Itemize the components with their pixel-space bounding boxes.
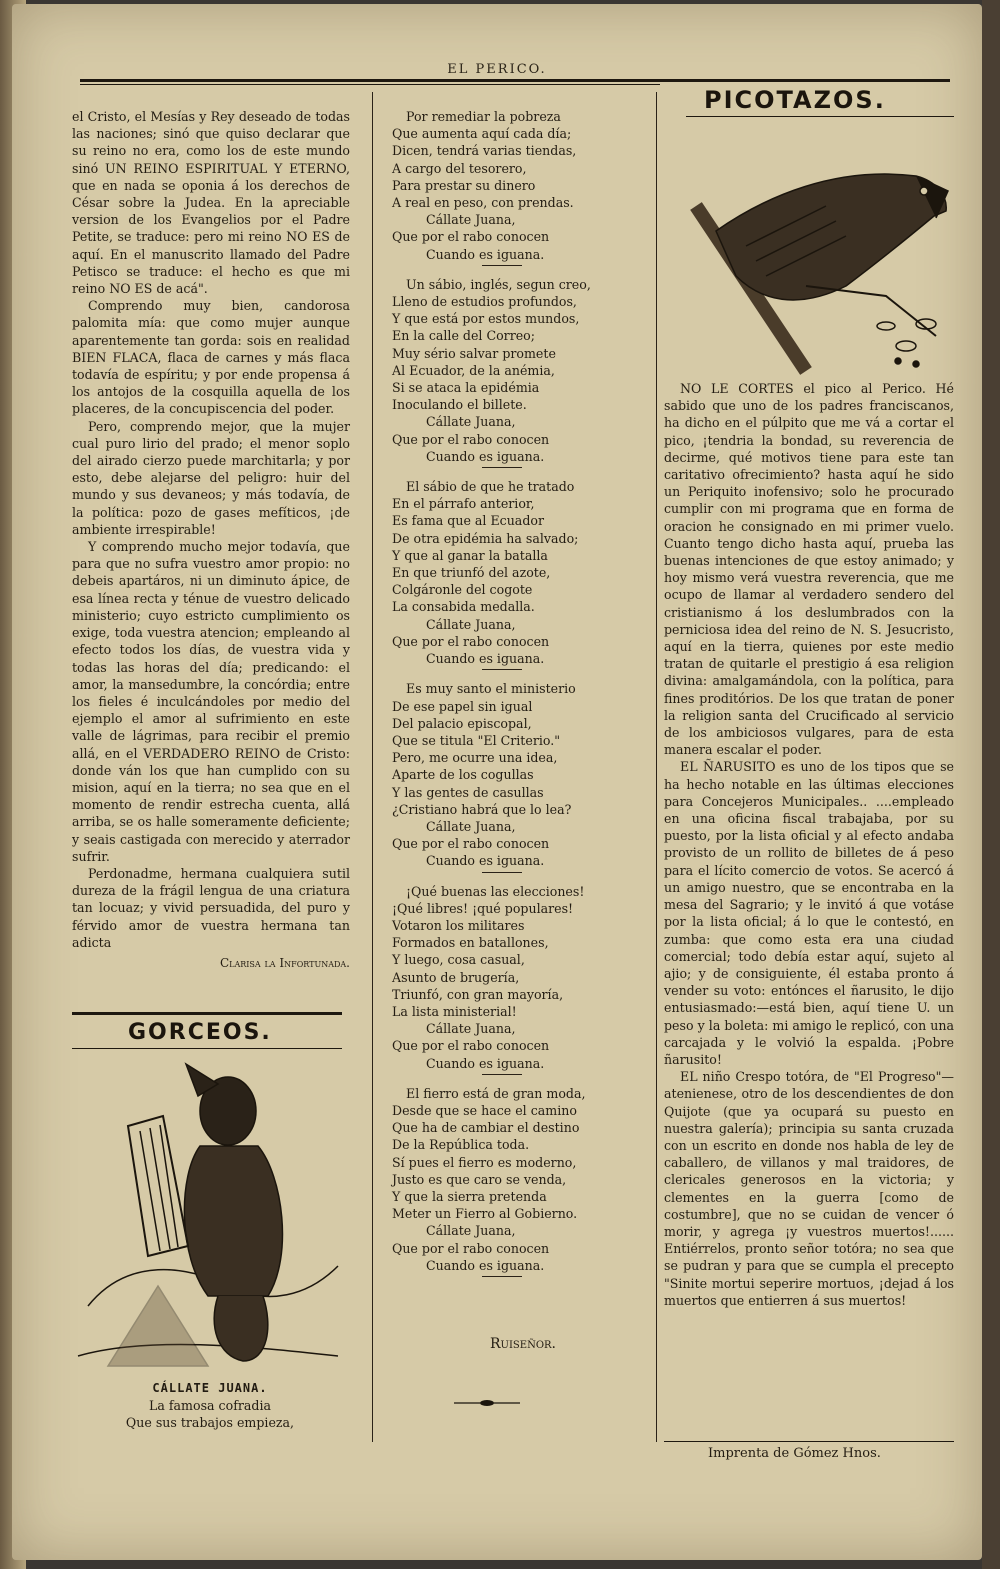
poem-line: Triunfó, con gran mayoría, bbox=[392, 986, 564, 1002]
stanza-separator bbox=[482, 1074, 522, 1075]
poem-refrain-line: Que por el rabo conocen bbox=[392, 1240, 550, 1256]
poem-refrain-line: Que por el rabo conocen bbox=[392, 633, 550, 649]
poem-refrain-line: Cállate Juana, bbox=[426, 616, 516, 632]
poem-refrain-line: Cállate Juana, bbox=[426, 212, 516, 228]
poem-line: Dicen, tendrá varias tiendas, bbox=[392, 143, 577, 159]
poem-line: Es muy santo el ministerio bbox=[406, 681, 576, 697]
poem-line: De otra epidémia ha salvado; bbox=[392, 530, 579, 546]
poem-line: Que aumenta aquí cada día; bbox=[392, 126, 572, 142]
picotazos-paragraph: EL ÑARUSITO es uno de los tipos que se ha hecho notable en las últimas elecciones para Concejeros Municipales.. ....empleado en una oficina fiscal trabajaba, por su puesto, por la lista oficial y al efecto andaba provisto de un rollito de billetes de á peso para el lícito comercio de votos. Se acercó á un amigo nuestro, que se encontraba en la mesa del Sagrario; y le invitó á que votáse por la lista oficial; á lo que le contestó, en zumba: que como esta era una ciudad comercial; todo debía estar aquí, sujeto al ajio; y de consiguiente, él estaba pronto á vender su voto: entónces el ñarusito, le dijo entusiasmado:—está bien, aquí tiene U. un peso y la boleta: mi amigo le replicó, con una carcajada y le volvió la espalda. ¡Pobre ñarusito! bbox=[664, 759, 954, 1067]
poem-line: En la calle del Correo; bbox=[392, 328, 536, 344]
poem-refrain-line: Cállate Juana, bbox=[426, 818, 516, 834]
poem-line: Al Ecuador, de la anémia, bbox=[392, 362, 555, 378]
poem-line: El sábio de que he tratado bbox=[406, 479, 575, 495]
poem-line: Y que al ganar la batalla bbox=[392, 547, 548, 563]
caption-line: La famosa cofradia bbox=[149, 1398, 271, 1413]
poem-line: Votaron los militares bbox=[392, 917, 525, 933]
poem-stanza bbox=[392, 276, 654, 468]
stanza-separator bbox=[482, 265, 522, 266]
poem-line: Que se titula "El Criterio." bbox=[392, 732, 561, 748]
letter-paragraph: Comprendo muy bien, candorosa palomita mía: que como mujer aunque aparentemente tan gorda: sois en realidad BIEN FLACA, flaca de carnes y más flaca todavía de espíritu; y por ende propensa á los antojos de la cosquilla aquella de los placeres, de la concupiscencia del poder. bbox=[72, 298, 350, 417]
poem-line: Formados en batallones, bbox=[392, 935, 549, 951]
column-divider bbox=[372, 92, 373, 1442]
poem-line: De la República toda. bbox=[392, 1137, 530, 1153]
letter-paragraph: Y comprendo mucho mejor todavía, que para que no sufra vuestro amor propio: no debeis apartáros, ni un diminuto ápice, de esa línea recta y ténue de vuestro delicado ministerio; cuyo estricto cumplimiento os exige, toda vuestra atencion; empleando al efecto todos los días, de vuestra vida y todas las horas del día; predicando: el amor, la mansedumbre, la concórdia; entre los fieles é inculcándoles por medio del ejemplo el amor al sufrimiento en este valle de lágrimas, para recibir el premio allá, en el VERDADERO REINO de Cristo: donde ván los que han cumplido con su mision, aquí en la tierra; no sea que en el momento de rendir estrecha cuenta, allá arriba, se os halle someramente deficiente; y seais castigada con merecido y aterrador sufrir. bbox=[72, 539, 350, 864]
poem-refrain-line: Cuando es iguana. bbox=[426, 246, 545, 262]
poem-line: Y las gentes de casullas bbox=[392, 784, 544, 800]
gorceos-rule bbox=[72, 1012, 342, 1015]
poem-line: De ese papel sin igual bbox=[392, 698, 533, 714]
letter-paragraph: Pero, comprendo mejor, que la mujer cual puro lirio del prado; el menor soplo del airado cierzo puede marchitarla; y por esto, debe alejarse del peligro: huir del mundo y sus devaneos; y más todavía, de la política: pozo de gases mefíticos, ¡de ambiente irrespirable! bbox=[72, 418, 350, 537]
letter-paragraph: Perdonadme, hermana cualquiera sutil dureza de la frágil lengua de una criatura tan locuaz; y vivid persuadida, del puro y férvido amor de vuestra hermana tan adicta bbox=[72, 865, 350, 950]
ornament bbox=[452, 1396, 522, 1410]
poem-line: La lista ministerial! bbox=[392, 1003, 517, 1019]
poem-refrain-line: Cuando es iguana. bbox=[426, 1055, 545, 1071]
poem-line: Es fama que al Ecuador bbox=[392, 513, 544, 529]
poem-line: Colgáronle del cogote bbox=[392, 582, 533, 598]
column-picotazos bbox=[664, 380, 954, 1309]
poem-line: Sí pues el fierro es moderno, bbox=[392, 1154, 577, 1170]
poem-line: A cargo del tesorero, bbox=[392, 160, 527, 176]
poem-refrain-line: Cuando es iguana. bbox=[426, 1257, 545, 1273]
poem-line: Y que la sierra pretenda bbox=[392, 1188, 547, 1204]
poem-refrain-line: Que por el rabo conocen bbox=[392, 1038, 550, 1054]
poem-refrain-line: Cuando es iguana. bbox=[426, 448, 545, 464]
poem-line: Un sábio, inglés, segun creo, bbox=[406, 276, 591, 292]
poem-stanza bbox=[392, 680, 654, 872]
masthead: EL PERICO. bbox=[447, 62, 547, 77]
poem-refrain-line: Cállate Juana, bbox=[426, 414, 516, 430]
gorceos-caption bbox=[80, 1380, 340, 1431]
poem-line: Para prestar su dinero bbox=[392, 177, 536, 193]
poem-line: Justo es que caro se venda, bbox=[392, 1171, 567, 1187]
letter-paragraph: el Cristo, el Mesías y Rey deseado de todas las naciones; sinó que quiso declarar que su reino no era, como los de este mundo sinó UN REINO ESPIRITUAL Y ETERNO, que en nada se oponia á los derechos de César sobre la Judea. En la apreciable version de los Evangelios por el Padre Petite, se traduce: pero mi reino NO ES de aquí. En el manuscrito llamado del Padre Petisco se traduce: el hecho es que mi reino NO ES de acá". bbox=[72, 109, 350, 297]
poem-line: Si se ataca la epidémia bbox=[392, 380, 540, 396]
poem-line: El fierro está de gran moda, bbox=[406, 1085, 586, 1101]
poem-refrain-line: Que por el rabo conocen bbox=[392, 836, 550, 852]
poem-refrain-line: Que por el rabo conocen bbox=[392, 431, 550, 447]
poem-stanza bbox=[392, 1085, 654, 1277]
poem-line: A real en peso, con prendas. bbox=[392, 195, 574, 211]
picotazos-rule bbox=[686, 116, 954, 117]
poem-line: Muy sério salvar promete bbox=[392, 345, 556, 361]
poem-line: Meter un Fierro al Gobierno. bbox=[392, 1206, 578, 1222]
poem-line: Asunto de brugería, bbox=[392, 969, 520, 985]
poem-line: ¿Cristiano habrá que lo lea? bbox=[392, 801, 572, 817]
picotazos-paragraph: EL niño Crespo totóra, de "El Progreso"—atenienese, otro de los descendientes de don Quijote (que ya ocupará su puesto en nuestra galería); principia su santa cruzada con un escrito en donde nos habla de ley de caballero, de villanos y mal traidores, de clericales generosos en la victoria; y clementes en la guerra [como de costumbre], que no se cuidan de vencer ó morir, y agrega ¡y vuestros muertos!...... Entiérrelos, pronto señor totóra; no sea que se pudran y para que se cumpla el precepto "Sinite mortui seperire mortuos, ¡dejad á los muertos que entierren á sus muertos! bbox=[664, 1069, 954, 1308]
picotazos-title: PICOTAZOS. bbox=[704, 86, 886, 114]
header-rule bbox=[80, 79, 950, 82]
stanza-separator bbox=[482, 669, 522, 670]
column-letter bbox=[72, 108, 350, 972]
poem-refrain-line: Cállate Juana, bbox=[426, 1223, 516, 1239]
poem-line: ¡Qué libres! ¡qué populares! bbox=[392, 900, 574, 916]
imprint: Imprenta de Gómez Hnos. bbox=[708, 1446, 881, 1461]
letter-signature: Clarisa la Infortunada. bbox=[219, 955, 350, 970]
stanza-separator bbox=[482, 467, 522, 468]
poem-stanza bbox=[392, 478, 654, 670]
poem-line: Que ha de cambiar el destino bbox=[392, 1120, 580, 1136]
parrot-illustration bbox=[686, 136, 956, 376]
caption-title: CÁLLATE JUANA. bbox=[152, 1381, 268, 1395]
poem-line: Lleno de estudios profundos, bbox=[392, 294, 577, 310]
imprint-rule bbox=[664, 1441, 954, 1442]
gorceos-rule-thin bbox=[72, 1048, 342, 1049]
poem-stanza bbox=[392, 108, 654, 266]
stanza-separator bbox=[482, 872, 522, 873]
poem-line: Pero, me ocurre una idea, bbox=[392, 750, 558, 766]
gorceos-title: GORCEOS. bbox=[128, 1020, 272, 1045]
poem-line: Por remediar la pobreza bbox=[406, 109, 561, 124]
poem-line: Y luego, cosa casual, bbox=[392, 952, 525, 968]
page-edge bbox=[982, 0, 1000, 1569]
picotazos-paragraph: NO LE CORTES el pico al Perico. Hé sabido que uno de los padres franciscanos, ha dicho en el púlpito que me vá a cortar el pico, ¡tendria la bondad, su reverencia de decirme, qué motivos tiene para este tan caritativo ofrecimiento? hasta aquí he sido un Periquito inofensivo; solo he procurado cumplir con mi programa que en forma de oracion he consignado en mi primer vuelo. Cuanto tengo dicho hasta aquí, prueba las buenas intenciones de que estoy animado; y hoy mismo verá vuestra reverencia, que me ocupo de llamar al verdadero sendero del cristianismo á los deslumbrados con la perniciosa idea del reino de N. S. Jesucristo, aquí en la tierra, quienes por este medio tratan de quitarle el prestigio á esa religion divina: amalgamándola, con la política, para fines proditórios. De los que tratan de poner la religion santa del Crucificado al servicio de los ambiciosos vulgares, para de esta manera escalar el poder. bbox=[664, 381, 954, 758]
bird-with-lyre-illustration bbox=[68, 1056, 344, 1376]
column-poem bbox=[392, 108, 654, 1287]
poem-line: Inoculando el billete. bbox=[392, 397, 527, 413]
poem-line: ¡Qué buenas las elecciones! bbox=[406, 883, 585, 899]
poem-signature: Ruiseñor. bbox=[490, 1336, 556, 1352]
poem-line: En el párrafo anterior, bbox=[392, 496, 535, 512]
poem-line: Desde que se hace el camino bbox=[392, 1102, 577, 1118]
column-divider bbox=[656, 92, 657, 1442]
poem-line: La consabida medalla. bbox=[392, 599, 535, 615]
poem-refrain-line: Cállate Juana, bbox=[426, 1021, 516, 1037]
poem-line: En que triunfó del azote, bbox=[392, 565, 551, 581]
poem-line: Aparte de los cogullas bbox=[392, 767, 534, 783]
poem-line: Y que está por estos mundos, bbox=[392, 311, 580, 327]
stanza-separator bbox=[482, 1276, 522, 1277]
poem-refrain-line: Que por el rabo conocen bbox=[392, 229, 550, 245]
poem-line: Del palacio episcopal, bbox=[392, 715, 532, 731]
poem-refrain-line: Cuando es iguana. bbox=[426, 651, 545, 667]
poem-refrain-line: Cuando es iguana. bbox=[426, 853, 545, 869]
caption-line: Que sus trabajos empieza, bbox=[125, 1415, 295, 1430]
header-rule-thin bbox=[80, 84, 660, 85]
poem-stanza bbox=[392, 883, 654, 1075]
